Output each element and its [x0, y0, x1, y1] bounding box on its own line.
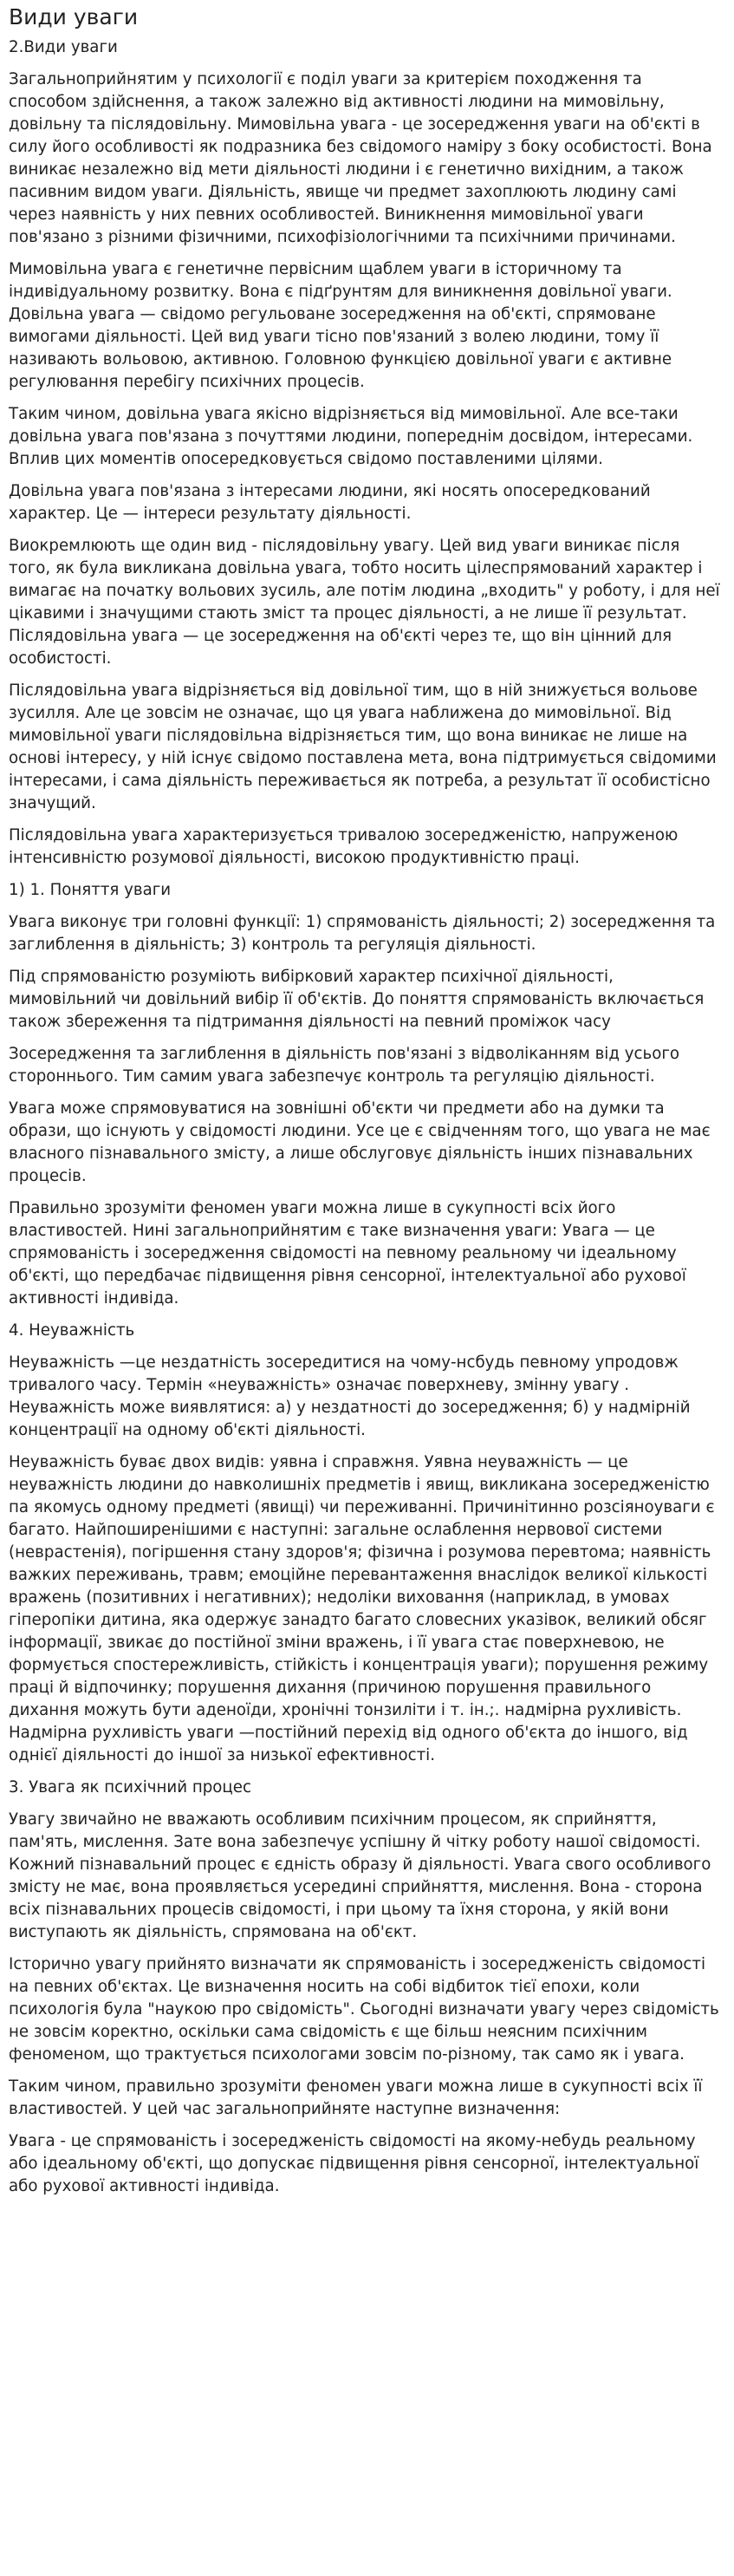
- paragraph: Зосередження та заглиблення в діяльність пов'язані з відволіканням від усього стороннього. Тим самим увага забезпечує контроль та регуляцію діяльності.: [9, 1045, 680, 1086]
- paragraph: Таким чином, правильно зрозуміти феномен уваги можна лише в сукупності всіх її властивостей. У цей час загальноприйняте наступне визначення:: [9, 2077, 703, 2118]
- paragraph: Загальноприйнятим у психології є поділ уваги за критерієм походження та способом здійснення, а також залежно від активності людини на мимовільну, довільну та післядовільну. Мимовільна увага - це зосередження уваги на об'єкті в силу його особливості як подразника без свідомого наміру з боку особистості. Вона виникає незалежно від мети діяльності людини і є генетично вихідним, а також пасивним видом уваги. Діяльність, явище чи предмет захоплюють людину самі через наявність у них певних особливостей. Виникнення мимовільної уваги пов'язано з різними фізичними, психофізіологічними та психічними причинами.: [9, 70, 712, 246]
- paragraph: Увага може спрямовуватися на зовнішні об'єкти чи предмети або на думки та образи, що існують у свідомості людини. Усе це є свідченням того, що увага не має власного пізнавального змісту, а лише обслуговує діяльність інших пізнавальних процесів.: [9, 1099, 711, 1185]
- paragraph: Увага виконує три головні функції: 1) спрямованість діяльності; 2) зосередження та заглиблення в діяльність; 3) контроль та регуляція діяльності.: [9, 913, 716, 954]
- subheading-attention-as-process: 3. Увага як психічний процес: [9, 1778, 251, 1797]
- document-body: [9, 36, 724, 2198]
- paragraph: Таким чином, довільна увага якісно відрізняється від мимовільної. Але все-таки довільна увага пов'язана з почуттями людини, попереднім досвідом, інтересами. Вплив цих моментів опосередковується свідомо поставленими цілями.: [9, 405, 693, 468]
- paragraph: Історично увагу прийнято визначати як спрямованість і зосередженість свідомості на певних об'єктах. Це визначення носить на собі відбиток тієї епохи, коли психологія була "наукою про свідомість". Сьогодні визначати увагу через свідомість не зовсім коректно, оскільки сама свідомість є ще більш неясним психічним феноменом, що трактується психологами зовсім по-різному, так само як і увага.: [9, 1955, 719, 2064]
- paragraph: Увагу звичайно не вважають особливим психічним процесом, як сприйняття, пам'ять, мислення. Зате вона забезпечує успішну й чітку роботу нашої свідомості. Кожний пізнавальний процес є єдність образу й діяльності. Увага свого особливого змісту не має, вона проявляється усередині сприйняття, мислення. Вона - сторона всіх пізнавальних процесів свідомості, і при цьому та їхня сторона, у якій вони виступають як діяльність, спрямована на об'єкт.: [9, 1810, 711, 1941]
- paragraph: Післядовільна увага характеризується тривалою зосередженістю, напруженою інтенсивністю розумової діяльності, високою продуктивністю праці.: [9, 826, 679, 867]
- paragraph: Неуважність —це нездатність зосередитися на чому-нсбудь певному упродовж тривалого часу. Термін «неуважність» означає поверхневу, змінну увагу . Неуважність може виявлятися: а) у нездатності до зосередження; б) у надмірній концентрації на одному об'єкті діяльності.: [9, 1353, 691, 1439]
- subheading-concept-of-attention: 1) 1. Поняття уваги: [9, 881, 172, 899]
- paragraph: Увага - це спрямованість і зосередженість свідомості на якому-небудь реальному або ідеальному об'єкті, що допускає підвищення рівня сенсорної, інтелектуальної або рухової активності індивіда.: [9, 2132, 699, 2195]
- paragraph: Виокремлюють ще один вид - післядовільну увагу. Цей вид уваги виникає після того, як була викликана довільна увага, тобто носить цілеспрямований характер і вимагає на початку вольових зусиль, але потім людина „входить" у роботу, і для неї цікавими і значущими стають зміст та процес діяльності, а не лише її результат. Післядовільна увага — це зосередження на об'єкті через те, що він цінний для особистості.: [9, 537, 720, 668]
- paragraph: Під спрямованістю розуміють вибірковий характер психічної діяльності, мимовільний чи довільний вибір її об'єктів. До поняття спрямованість включається також збереження та підтримання діяльності на певний проміжок часу: [9, 968, 705, 1031]
- paragraph: Правильно зрозуміти феномен уваги можна лише в сукупності всіх його властивостей. Нині загальноприйнятим є таке визначення уваги: Увага — це спрямованість і зосередження свідомості на певному реальному чи ідеальному об'єкті, що передбачає підвищення рівня сенсорної, інтелектуальної або рухової активності індивіда.: [9, 1199, 686, 1308]
- subheading-inattention: 4. Неуважність: [9, 1321, 135, 1340]
- page-title: Види уваги: [9, 4, 139, 29]
- subheading-types-of-attention: 2.Види уваги: [9, 38, 118, 56]
- paragraph: Неуважність буває двох видів: уявна і справжня. Уявна неуважність — це неуважність людини до навколишніх предметів і явищ, викликана зосередженістю па якомусь одному предметі (явищі) чи переживанні. Причинітинно розсіяноуваги є багато. Найпоширенішими є наступні: загальне ослаблення нервової системи (неврастенія), погіршення стану здоров'я; фізична і розумова перевтома; наявність важких переживань, травм; емоційне перевантаження внаслідок великої кількості вражень (позитивних і негативних); недоліки виховання (наприклад, в умовах гіперопіки дитина, яка одержує занадто багато словесних указівок, великий обсяг інформації, звикає до постійної зміни вражень, і її увага стає поверхневою, не формується спостережливість, стійкість і концентрація уваги); порушення режиму праці й відпочинку; порушення дихання (причиною порушення правильного дихання можуть бути аденоїди, хронічні тонзиліти і т. ін.;. надмірна рухливість. Надмірна рухливість уваги —постійний перехід від одного об'єкта до іншого, від однієї діяльності до іншої за низької ефективності.: [9, 1453, 715, 1764]
- paragraph: Післядовільна увага відрізняється від довільної тим, що в ній знижується вольове зусилля. Але це зовсім не означає, що ця увага наближена до мимовільної. Від мимовільної уваги післядовільна відрізняється тим, що вона виникає не лише на основі інтересу, у ній існує свідомо поставлена мета, вона підтримується свідомими інтересами, і сама діяльність переживається як потреба, а результат її особистісно значущий.: [9, 681, 717, 812]
- paragraph: Мимовільна увага є генетичне первісним щаблем уваги в історичному та індивідуальному розвитку. Вона є підґрунтям для виникнення довільної уваги. Довільна увага — свідомо регульоване зосередження на об'єкті, спрямоване вимогами діяльності. Цей вид уваги тісно пов'язаний з волею людини, тому її називають вольовою, активною. Головною функцією довільної уваги є активне регулювання перебігу психічних процесів.: [9, 260, 672, 391]
- paragraph: Довільна увага пов'язана з інтересами людини, які носять опосередкований характер. Це — інтереси результату діяльності.: [9, 482, 651, 523]
